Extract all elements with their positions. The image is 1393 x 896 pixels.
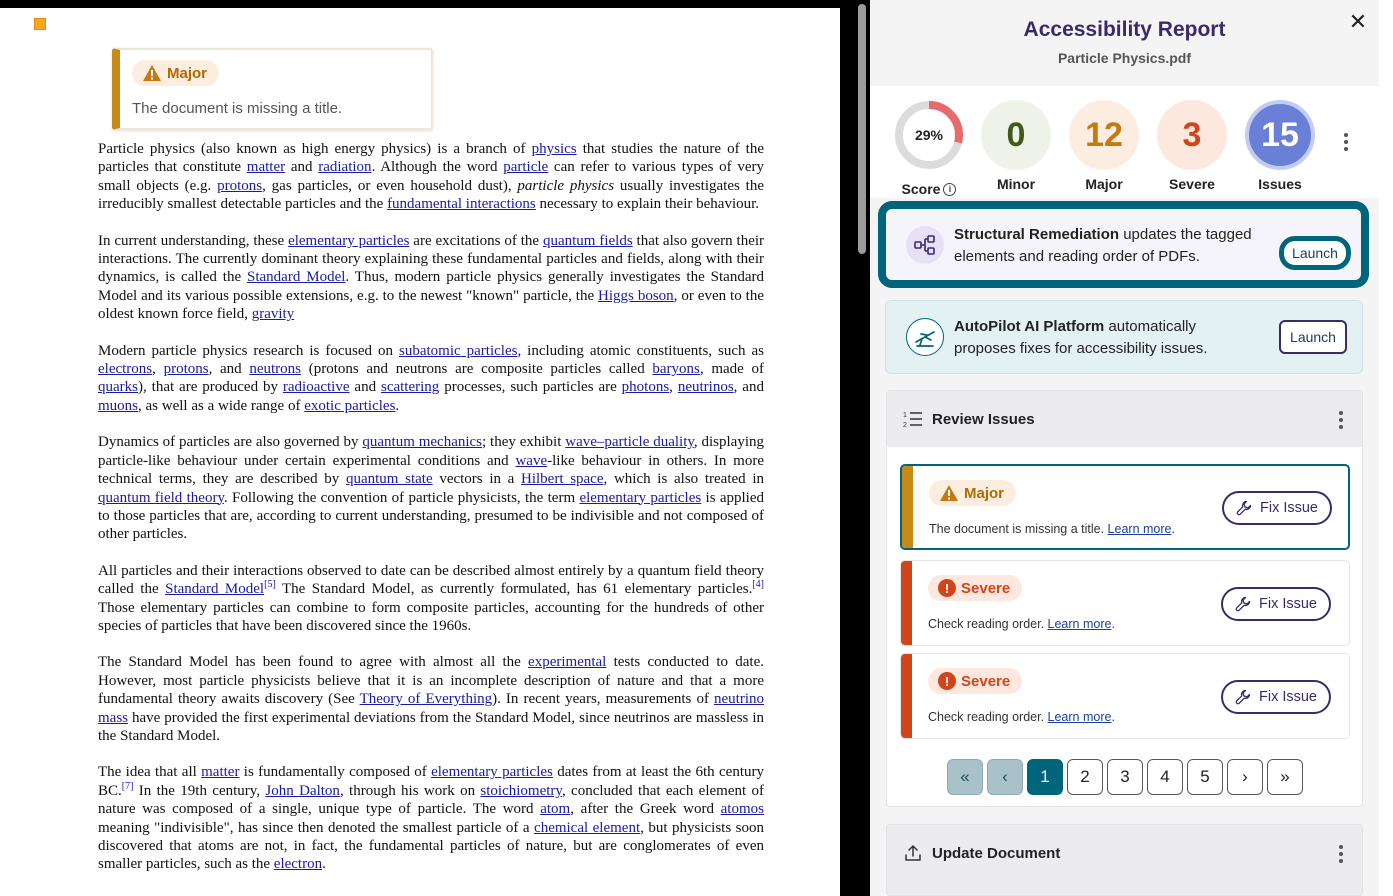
stats-menu-icon[interactable] — [1336, 130, 1356, 154]
paragraph-text: , and — [208, 361, 250, 378]
page-button-1[interactable]: 1 — [1027, 759, 1063, 795]
score-label: Score — [901, 181, 941, 197]
last-page-button[interactable]: » — [1267, 759, 1303, 795]
severe-stat — [1156, 100, 1228, 192]
paragraph-text: , displaying particle-like behaviour under certain experimental conditions and — [98, 434, 765, 469]
document-link[interactable]: baryons — [652, 361, 700, 378]
tree-structure-icon — [906, 226, 944, 264]
airplane-icon — [906, 318, 944, 356]
emphasis-text: particle physics — [517, 177, 615, 194]
document-link[interactable]: protons — [163, 361, 209, 378]
document-paragraph — [98, 763, 764, 873]
paragraph-text: Particle physics (also known as high energy physics) is a branch of — [98, 141, 532, 157]
issue-message: The document is missing a title. Learn more. — [929, 522, 1175, 536]
document-link[interactable]: quantum field theory — [98, 489, 224, 506]
learn-more-link[interactable]: Learn more — [1047, 710, 1112, 724]
wrench-icon — [1235, 596, 1251, 612]
paragraph-text: is applied to those particles that are, according to current understanding, presumed to be indivisible and not composed of other particles. — [98, 489, 765, 543]
issue-card[interactable] — [900, 653, 1350, 739]
document-link[interactable]: electrons — [98, 361, 153, 378]
autopilot-description: AutoPilot AI Platform automatically proposes fixes for accessibility issues. — [954, 318, 1208, 357]
document-link[interactable]: matter — [201, 764, 240, 781]
paragraph-text: . Following the convention of particle physicists, the term — [223, 489, 580, 506]
page-button-5[interactable]: 5 — [1187, 759, 1223, 795]
paragraph-text: -like behaviour in others. In more technical terms, they are described by — [98, 452, 764, 488]
paragraph-text: The idea that all — [98, 764, 202, 781]
severity-stripe — [901, 561, 912, 645]
panel-scrollbar[interactable] — [1379, 0, 1393, 896]
review-issues-header — [887, 391, 1362, 447]
info-icon[interactable]: i — [943, 183, 956, 196]
learn-more-link[interactable]: Learn more — [1047, 617, 1112, 631]
document-paragraph — [98, 232, 764, 324]
upload-icon — [903, 843, 923, 863]
annotation-marker-icon[interactable] — [34, 18, 46, 30]
document-link[interactable]: wave–particle duality — [565, 434, 694, 451]
document-link[interactable]: fundamental interactions — [387, 196, 536, 213]
severity-badge: Major — [929, 480, 1016, 506]
severe-count: 3 — [1157, 100, 1227, 170]
document-link[interactable]: atom — [540, 801, 571, 818]
document-link[interactable]: gravity — [251, 306, 295, 323]
issue-callout — [112, 48, 433, 130]
severe-label: Severe — [1169, 176, 1215, 192]
svg-text:1: 1 — [903, 412, 907, 419]
score-value: 29% — [914, 127, 944, 143]
paragraph-text: The Standard Model has been found to agree with almost all the — [98, 654, 529, 671]
paragraph-text: that studies the nature of the particles that constitute — [98, 141, 764, 176]
paragraph-text: . — [322, 856, 326, 873]
document-link[interactable]: Hilbert space — [521, 471, 604, 488]
warning-icon — [142, 64, 162, 82]
launch-structural-button[interactable]: Launch — [1279, 236, 1351, 270]
panel-title: Accessibility Report — [1023, 18, 1226, 41]
severity-badge: ! Severe — [928, 668, 1022, 694]
document-scrollbar[interactable] — [858, 4, 866, 254]
paragraph-text: The Standard Model, as currently formulated, has 61 elementary particles. — [275, 581, 753, 598]
wrench-icon — [1235, 689, 1251, 705]
document-link[interactable]: radiation — [318, 159, 372, 176]
structural-description: Structural Remediation updates the tagged elements and reading order of PDFs. — [954, 226, 1252, 265]
paragraph-text: , including atomic constituents, such as — [517, 342, 764, 359]
paragraph-text: In the 19th century, — [133, 782, 266, 799]
document-link[interactable]: particle — [503, 159, 549, 176]
document-link[interactable]: Standard Model — [247, 269, 346, 286]
panel-header — [870, 0, 1379, 86]
citation-link[interactable]: [5] — [264, 579, 276, 591]
paragraph-text: dates from at least the 6th century BC. — [98, 764, 765, 799]
document-link[interactable]: protons — [217, 177, 263, 194]
paragraph-text: . Thus, modern particle physics generally investigates the Standard Model and its various possible extensions, e.g. to the newest "known" particle, the — [98, 269, 764, 304]
learn-more-link[interactable]: Learn more — [1107, 522, 1172, 536]
document-link[interactable]: physics — [531, 141, 577, 157]
minor-count: 0 — [981, 100, 1051, 170]
paragraph-text: , or even to the oldest known force field, — [98, 287, 764, 323]
document-link[interactable]: scattering — [380, 379, 440, 396]
major-count: 12 — [1069, 100, 1139, 170]
paragraph-text: vectors in a — [432, 471, 522, 488]
document-link[interactable]: photons — [621, 379, 670, 396]
document-link[interactable]: elementary particles — [431, 764, 553, 781]
document-link[interactable]: radioactive — [282, 379, 350, 396]
page-button-2[interactable]: 2 — [1067, 759, 1103, 795]
first-page-button[interactable]: « — [947, 759, 983, 795]
document-link[interactable]: atomos — [720, 801, 764, 818]
svg-text:2: 2 — [903, 422, 907, 429]
minor-stat — [980, 100, 1052, 192]
document-link[interactable]: stoichiometry — [480, 782, 562, 799]
major-label: Major — [1085, 176, 1123, 192]
paragraph-text: that also govern their interactions. The currently dominant theory explaining these fundamental particles and fields, along with their dynamics, is called the — [98, 232, 765, 286]
paragraph-text: , which is also treated in — [603, 471, 764, 488]
paragraph-text: usually investigates the irreducibly smallest detectable particles and the — [98, 177, 764, 213]
document-link[interactable]: neutrons — [249, 361, 302, 378]
citation-link[interactable]: [7] — [121, 780, 134, 792]
paragraph-text: . Although the word — [371, 159, 504, 176]
paragraph-text: , and — [733, 379, 764, 396]
document-body — [98, 140, 764, 892]
wrench-icon — [1236, 500, 1252, 516]
severity-badge — [132, 60, 219, 86]
paragraph-text: , gas particles, or even household dust), — [262, 177, 518, 194]
paragraph-text: All particles and their interactions observed to date can be described almost entirely by a quantum field theory called the — [98, 562, 764, 598]
document-link[interactable]: neutrino — [714, 691, 764, 708]
document-link[interactable]: mass — [98, 709, 128, 726]
major-stat — [1068, 100, 1140, 192]
paragraph-text: and — [285, 159, 319, 176]
paragraph-text: ), that are produced by — [138, 379, 283, 396]
citation-link[interactable]: [4] — [752, 579, 765, 591]
paragraph-text: meaning "indivisible", has since then denoted the smallest particle of a — [98, 819, 535, 836]
update-menu-icon[interactable] — [1331, 843, 1351, 865]
paragraph-text: ; they exhibit — [482, 434, 566, 451]
accessibility-panel — [870, 0, 1379, 896]
paragraph-text: , but physicists soon discovered that atoms are not, in fact, the fundamental particles of nature, but are conglomerates of even smaller particles, such as the — [98, 819, 764, 873]
launch-autopilot-button[interactable]: Launch — [1279, 320, 1347, 354]
next-page-button[interactable]: › — [1227, 759, 1263, 795]
paragraph-text: necessary to explain their behaviour. — [535, 196, 760, 213]
alert-icon: ! — [938, 579, 956, 597]
autopilot-card — [885, 300, 1363, 374]
paragraph-text: have provided the first experimental deviations from the Standard Model, since neutrinos are massless in the Standard Model. — [98, 709, 764, 744]
issue-card[interactable] — [900, 464, 1350, 550]
review-issues-title: Review Issues — [932, 411, 1035, 428]
paragraph-text: ). In recent years, measurements of — [492, 691, 714, 708]
pagination — [947, 759, 1303, 795]
issues-label: Issues — [1258, 176, 1302, 192]
severity-badge: ! Severe — [928, 575, 1022, 601]
close-button[interactable]: ✕ — [1348, 9, 1368, 34]
minor-label: Minor — [996, 176, 1036, 192]
document-link[interactable]: electron — [273, 856, 323, 873]
score-stat — [893, 100, 965, 197]
paragraph-text: is fundamentally composed of — [239, 764, 432, 781]
document-link[interactable]: subatomic particles — [398, 342, 518, 359]
alert-icon: ! — [938, 672, 956, 690]
document-link[interactable]: muons — [98, 397, 139, 414]
document-paragraph — [98, 653, 764, 745]
paragraph-text: . — [395, 397, 400, 414]
paragraph-text: , as well as a wide range of — [138, 397, 305, 414]
paragraph-text: are excitations of the — [409, 232, 543, 249]
paragraph-text: Dynamics of particles are also governed by — [98, 434, 363, 451]
paragraph-text: (protons and neutrons are composite particles called — [301, 361, 653, 378]
fix-issue-button[interactable]: Fix Issue — [1221, 587, 1331, 621]
document-link[interactable]: quarks — [98, 379, 138, 396]
document-link[interactable]: John Dalton — [265, 782, 340, 799]
review-menu-icon[interactable] — [1331, 409, 1351, 431]
document-link[interactable]: exotic particles — [304, 397, 396, 414]
document-link[interactable]: neutrinos — [677, 379, 734, 396]
document-viewer[interactable] — [0, 8, 840, 896]
document-paragraph — [98, 342, 764, 416]
document-link[interactable]: quantum mechanics — [362, 434, 483, 451]
update-document-title: Update Document — [932, 845, 1061, 862]
document-link[interactable]: elementary particles — [579, 489, 702, 506]
severity-label: Major — [167, 64, 208, 82]
paragraph-text: , — [669, 379, 678, 396]
paragraph-text: , made of — [699, 361, 764, 378]
document-link[interactable]: Standard Model — [165, 581, 265, 598]
document-paragraph — [98, 433, 764, 543]
document-link[interactable]: Higgs boson — [598, 287, 674, 304]
issues-count: 15 — [1245, 100, 1315, 170]
severity-stripe — [901, 654, 912, 738]
paragraph-text: and — [349, 379, 381, 396]
issue-card[interactable] — [900, 560, 1350, 646]
document-paragraph — [98, 562, 764, 636]
document-link[interactable]: wave — [515, 452, 548, 469]
page-button-4[interactable]: 4 — [1147, 759, 1183, 795]
paragraph-text: In current understanding, these — [98, 232, 289, 249]
file-name: Particle Physics.pdf — [1057, 50, 1192, 66]
document-paragraph — [98, 140, 764, 214]
paragraph-text: processes, such particles are — [439, 379, 622, 396]
stats-row — [870, 86, 1379, 198]
issue-message: Check reading order. Learn more. — [928, 710, 1115, 724]
document-link[interactable]: elementary particles — [288, 232, 410, 249]
previous-page-button[interactable]: ‹ — [987, 759, 1023, 795]
paragraph-text: , through his work on — [339, 782, 481, 799]
structural-remediation-card — [878, 201, 1369, 288]
paragraph-text: tests conducted to date. However, most particle physicists believe that it is an incomplete description of nature and that a more fundamental theory awaits discovery (See — [98, 654, 764, 708]
callout-message: The document is missing a title. — [132, 100, 343, 117]
paragraph-text: can refer to various types of very small objects (e.g. — [98, 159, 764, 194]
page-button-3[interactable]: 3 — [1107, 759, 1143, 795]
fix-issue-button[interactable]: Fix Issue — [1222, 491, 1332, 525]
score-ring — [894, 100, 964, 170]
document-link[interactable]: experimental — [528, 654, 607, 671]
issues-stat — [1244, 100, 1316, 192]
paragraph-text: , concluded that each element of nature was composed of a single, unique type of particle. The word — [98, 782, 764, 818]
document-link[interactable]: quantum state — [345, 471, 433, 488]
paragraph-text: Those elementary particles can combine to form composite particles, accounting for the hundreds of other species of particles that have been discovered since the 1960s. — [98, 599, 764, 634]
document-link[interactable]: matter — [246, 159, 286, 176]
update-document-section[interactable] — [886, 824, 1363, 896]
fix-issue-button[interactable]: Fix Issue — [1221, 680, 1331, 714]
numbered-list-icon — [903, 409, 923, 429]
paragraph-text: Modern particle physics research is focused on — [98, 342, 399, 359]
paragraph-text: , — [152, 361, 164, 378]
paragraph-text: , after the Greek word — [570, 801, 721, 818]
review-issues-section — [886, 390, 1363, 807]
issue-message: Check reading order. Learn more. — [928, 617, 1115, 631]
document-link[interactable]: quantum fields — [542, 232, 633, 249]
warning-icon — [939, 484, 959, 502]
severity-stripe — [902, 466, 913, 548]
document-link[interactable]: chemical element — [534, 819, 641, 836]
document-link[interactable]: Theory of Everything — [359, 691, 493, 708]
